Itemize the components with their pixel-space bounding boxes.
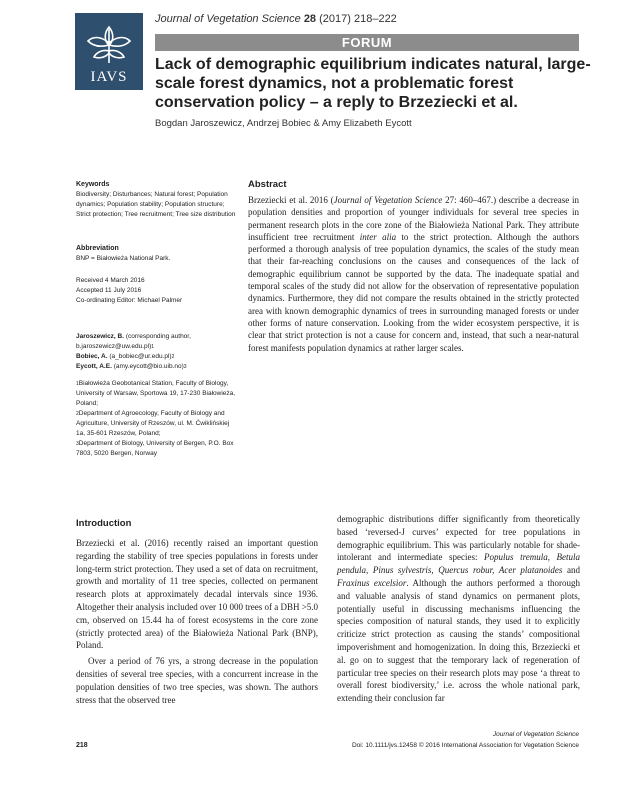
article-title: Lack of demographic equilibrium indicates natural, large-scale forest dynamics, not a problematic forest conservation policy – a reply to Brzeziecki et al. [155,56,591,111]
page-number: 218 [76,742,88,749]
coordinating-editor: Co-ordinating Editor: Michael Palmer [76,297,183,304]
keywords-block [76,180,241,220]
leaf-icon [84,19,134,65]
abbreviation-block [76,244,241,264]
abstract-part: Brzeziecki et al. 2016 ( [248,195,334,205]
paragraph-part: and [562,565,581,576]
body-column-left [76,537,318,706]
abbreviation-heading: Abbreviation [76,245,119,252]
journal-pages: (2017) 218–222 [319,13,397,25]
introduction-heading: Introduction [76,518,132,529]
journal-volume: 28 [303,13,317,25]
section-banner: FORUM [155,34,579,51]
affiliation-2: Department of Agroecology, Faculty of Biology and Agriculture, University of Rzeszów, ul. M. Ćwiklińskiej 1a, 35-601 Rzeszów, Poland; [76,410,230,437]
body-column-right [337,513,580,705]
abstract-part: 27: 460–467.) describe a decrease in population densities and proportion of younger individuals for several tree species in permanent research plots in the core zone of the Białowieża National Park. They attribute insufficient tree recruitment [248,195,579,242]
abstract-text [248,194,579,354]
accepted-date: Accepted 11 July 2016 [76,287,142,294]
journal-name: Journal of Vegetation Science [155,13,301,25]
author1-name: Jaroszewicz, B. [76,333,125,340]
paragraph-part: demographic distributions differ significantly from theoretically based ‘reversed-J curves’ expected for tree populations in demographic equilibrium. This was particularly notable for shade-intolerant and intermediate species: [337,514,580,563]
abbreviation-text: BNP = Białowieża National Park. [76,255,171,262]
affiliation-1: Białowieża Geobotanical Station, Faculty of Biology, University of Warsaw, Sportowa 19, 17-230 Białowieża, Poland; [76,380,236,407]
logo-text: IAVS [90,69,128,85]
received-date: Received 4 March 2016 [76,277,145,284]
author1-email[interactable]: b.jaroszewicz@uw.edu.pl) [76,343,152,350]
paragraph-part: . Although the authors performed a thorough and valuable analysis of stand dynamics on permanent plots, potentially useful in discussing mechanisms influencing the species composition of natural stands, they used it to explicitly criticize strict protection as causing the stands’ compositional impoverishment and homogenization. In doing this, Brzeziecki et al. go on to suggest that the temporary lack of regeneration of particular tree species on their research plots may pose ‘a threat to overall forest biodiversity,’ i.e. across the whole national park, extending their conclusion far [337,577,581,704]
species-list: Populus tremula, Betula pendula, Pinus sylvestris, Quercus robur, Acer platanoides [337,552,580,576]
abstract-heading: Abstract [248,179,287,190]
abstract-journal: Journal of Vegetation Science [333,195,443,205]
keywords-heading: Keywords [76,181,110,188]
species-name: Fraxinus excelsior [337,577,407,588]
affiliations-block: $^1$Białowieża Geobotanical Station, Faculty of Biology, University of Warsaw, Sportowa 19, 17-230 Białowieża, Poland; $^2$Department of Agroecology, Faculty of Biology and Agriculture, University of Rzeszów, ul. M. Ćwiklińskiej 1a, 35-601 Rzeszów, Poland; $^3$Department of Biology, University of Bergen, P.O. Box 7803, 5020 Bergen, Norway [76,380,236,457]
journal-header [155,13,397,25]
correspondence-block: Jaroszewicz, B. (corresponding author, b.jaroszewicz@uw.edu.pl)$^1$ Bobiec, A. (a_bobiec@ur.edu.pl)$^2$ Eycott, A.E. (amy.eycott@bio.uib.no)$^3$ [76,333,191,370]
author1-note: (corresponding author, [124,333,191,340]
footer-doi: Doi: 10.1111/jvs.12458 © 2016 International Association for Vegetation Science [351,742,579,749]
keywords-list: Biodiversity; Disturbances; Natural forest; Population dynamics; Population stability; Population structure; Strict protection; Tree recruitment; Tree size distribution [76,191,236,218]
author2-name: Bobiec, A. [76,353,108,360]
abstract-latin: inter alia [359,231,397,242]
paragraph: Over a period of 76 yrs, a strong decrease in the population densities of several tree species, with a concurrent increase in the population densities of two tree species, was shown. The authors stress that the observed tree [76,656,318,705]
article-authors: Bogdan Jaroszewicz, Andrzej Bobiec & Amy Elizabeth Eycott [155,118,412,129]
abstract-part: to the strict protection. Although the authors performed a thorough analysis of tree population dynamics, the scales of the study mean that their far-reaching conclusions on the causes and consequences of the lack of demographic equilibrium cannot be supported by the data. The inadequate spatial and temporal scales of the study did not allow for the observation of representative population dynamics. Furthermore, they did not compare the results obtained in the strictly protected area with known demographic dynamics of trees in surrounding managed forests or under other forms of nature conservation. Looking from the wider ecosystem perspective, it is clear that strict protection is not a cause for concern and, instead, that such a near-natural forest manifests population dynamics at rather larger scales. [248,231,580,353]
dates-block [76,276,241,306]
affiliation-3: Department of Biology, University of Bergen, P.O. Box 7803, 5020 Bergen, Norway [76,440,234,457]
author3-name: Eycott, A.E. [76,363,112,370]
footer-journal: Journal of Vegetation Science [492,731,579,738]
author3-email[interactable]: (amy.eycott@bio.uib.no) [111,363,184,370]
author2-email[interactable]: (a_bobiec@ur.edu.pl) [107,353,172,360]
paragraph: Brzeziecki et al. (2016) recently raised an important question regarding the stability of tree species populations in forests under long-term strict protection. They used a set of data on recruitment, growth and mortality of 11 tree species, collected on permanent research plots at approximately decadal intervals since 1936. Altogether their analysis included over 10 000 trees of a DBH >5.0 cm, observed on 15.44 ha of forest ecosystems in the core zone (strictly protected area) of the Białowieża National Park (BNP), Poland. [76,538,319,651]
iavs-logo [75,13,143,90]
